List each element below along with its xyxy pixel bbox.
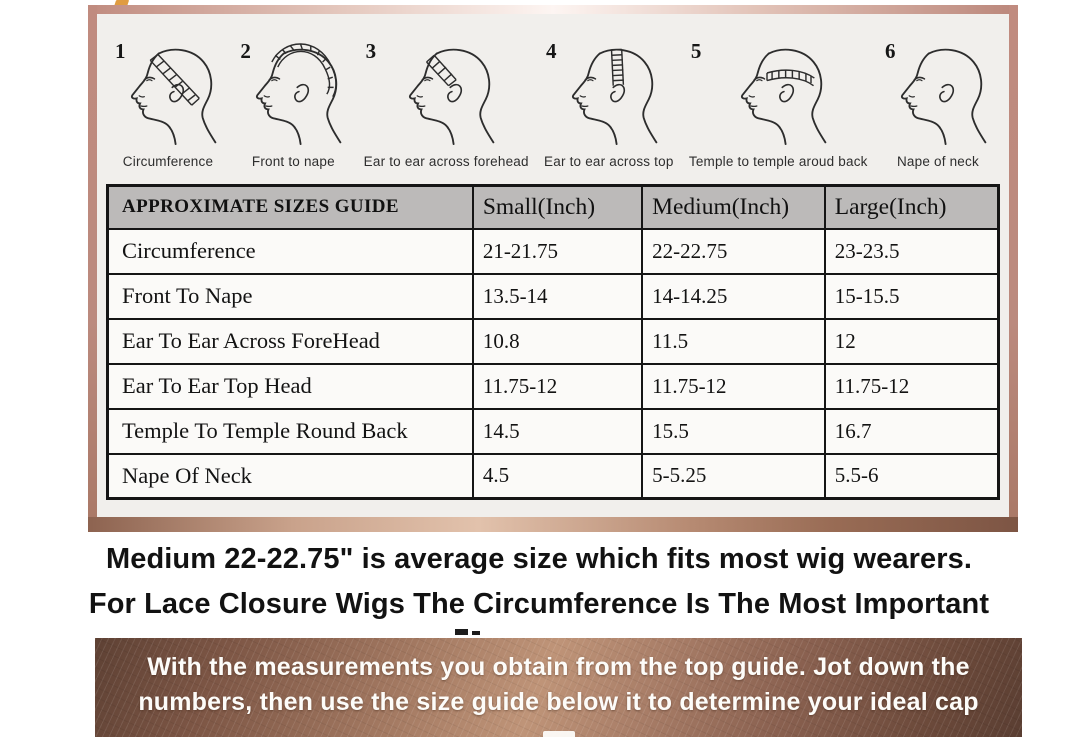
head-diagram-nape-of-neck-icon [883,39,993,151]
table-row [108,229,999,274]
cell-medium: 14-14.25 [642,274,825,319]
figure-caption: Ear to ear across forehead [363,154,529,169]
frame-border-left [88,5,97,532]
banner-line-2: numbers, then use the size guide below it to determine your ideal cap [138,687,979,716]
figure-ear-to-ear-top [544,39,674,169]
measure-guide-frame [88,5,1018,532]
clipped-banner-text-fragment [543,731,575,737]
row-label: Ear To Ear Top Head [108,364,473,409]
cell-medium: 11.75-12 [642,364,825,409]
table-row [108,364,999,409]
size-notes [74,537,1004,627]
row-label: Front To Nape [108,274,473,319]
column-header-medium: Medium(Inch) [642,186,825,229]
figure-front-to-nape [238,39,348,169]
figure-caption: Circumference [122,154,214,169]
figure-ear-to-ear-forehead [364,39,529,169]
instruction-banner [95,638,1022,737]
cell-small: 14.5 [473,409,642,454]
cell-medium: 11.5 [642,319,825,364]
figure-number: 1 [115,39,126,63]
figure-caption: Ear to ear across top [544,154,674,169]
clipped-text-fragment [455,629,481,636]
cell-small: 11.75-12 [473,364,642,409]
cell-medium: 15.5 [642,409,825,454]
table-row [108,319,999,364]
size-table-header-row [108,186,999,229]
cell-medium: 5-5.25 [642,454,825,499]
head-diagram-ear-to-ear-top-icon [554,39,664,151]
figure-caption: Front to nape [251,154,335,169]
measurement-figures-row [97,39,1009,169]
frame-border-top [88,5,1018,14]
cell-small: 21-21.75 [473,229,642,274]
figure-nape-of-neck [883,39,993,169]
figure-caption: Nape of neck [896,154,979,169]
size-table-title: APPROXIMATE SIZES GUIDE [108,186,473,229]
size-table [106,184,1000,500]
note-line-average-size: Medium 22-22.75" is average size which fits most wig wearers. [105,543,973,575]
row-label: Nape Of Neck [108,454,473,499]
row-label: Ear To Ear Across ForeHead [108,319,473,364]
row-label: Temple To Temple Round Back [108,409,473,454]
table-row [108,454,999,499]
head-diagram-temple-to-temple-icon [723,39,833,151]
banner-line-1: With the measurements you obtain from the top guide. Jot down the [147,653,970,681]
figure-number: 2 [240,39,251,63]
cell-small: 13.5-14 [473,274,642,319]
cell-large: 16.7 [825,409,999,454]
cell-large: 11.75-12 [825,364,999,409]
figure-number: 5 [690,39,702,63]
frame-border-right [1009,5,1018,532]
cell-large: 23-23.5 [825,229,999,274]
cell-large: 5.5-6 [825,454,999,499]
cell-large: 12 [825,319,999,364]
head-diagram-front-to-nape-icon [238,39,348,151]
figure-temple-to-temple [689,39,868,169]
figure-number: 6 [884,39,896,63]
figure-circumference [113,39,223,169]
column-header-large: Large(Inch) [825,186,999,229]
cell-small: 10.8 [473,319,642,364]
column-header-small: Small(Inch) [473,186,642,229]
head-diagram-ear-to-ear-forehead-icon [391,39,501,151]
frame-border-bottom [88,517,1018,532]
cell-large: 15-15.5 [825,274,999,319]
cell-small: 4.5 [473,454,642,499]
figure-caption: Temple to temple aroud back [688,154,868,169]
table-row [108,409,999,454]
head-diagram-circumference-icon [113,39,223,151]
figure-number: 4 [546,39,557,63]
cell-medium: 22-22.75 [642,229,825,274]
table-row [108,274,999,319]
guide-panel [97,14,1009,517]
figure-number: 3 [365,39,377,63]
note-line-lace-closure: For Lace Closure Wigs The Circumference Is The Most Important [88,588,990,620]
row-label: Circumference [108,229,473,274]
